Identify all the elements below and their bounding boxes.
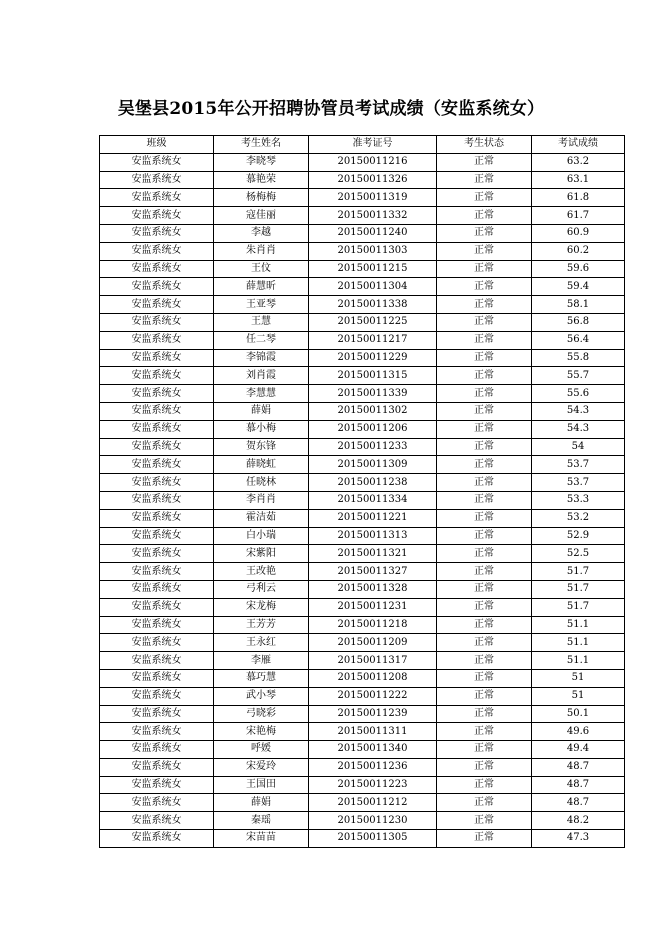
cell-ticket-number: 20150011215 <box>309 260 437 278</box>
cell-score: 51.1 <box>532 652 625 670</box>
cell-name: 霍洁茹 <box>214 509 309 527</box>
table-row <box>100 207 625 225</box>
cell-status: 正常 <box>437 260 532 278</box>
cell-score: 53.7 <box>532 474 625 492</box>
cell-ticket-number: 20150011321 <box>309 545 437 563</box>
table-row <box>100 705 625 723</box>
cell-ticket-number: 20150011305 <box>309 830 437 848</box>
header-score: 考试成绩 <box>532 136 625 154</box>
cell-class: 安监系统女 <box>100 776 214 794</box>
cell-status: 正常 <box>437 242 532 260</box>
cell-status: 正常 <box>437 705 532 723</box>
table-row <box>100 420 625 438</box>
table-row <box>100 563 625 581</box>
cell-status: 正常 <box>437 616 532 634</box>
cell-score: 63.1 <box>532 171 625 189</box>
cell-ticket-number: 20150011208 <box>309 669 437 687</box>
table-row <box>100 153 625 171</box>
cell-ticket-number: 20150011311 <box>309 723 437 741</box>
cell-class: 安监系统女 <box>100 402 214 420</box>
cell-name: 王改艳 <box>214 563 309 581</box>
cell-status: 正常 <box>437 438 532 456</box>
cell-status: 正常 <box>437 776 532 794</box>
cell-class: 安监系统女 <box>100 830 214 848</box>
cell-name: 李晓琴 <box>214 153 309 171</box>
table-row <box>100 189 625 207</box>
cell-name: 李慧慧 <box>214 385 309 403</box>
cell-status: 正常 <box>437 634 532 652</box>
cell-status: 正常 <box>437 474 532 492</box>
cell-ticket-number: 20150011209 <box>309 634 437 652</box>
cell-score: 55.8 <box>532 349 625 367</box>
table-row <box>100 509 625 527</box>
cell-ticket-number: 20150011340 <box>309 741 437 759</box>
cell-score: 61.7 <box>532 207 625 225</box>
table-row <box>100 438 625 456</box>
cell-name: 李锦霞 <box>214 349 309 367</box>
table-row <box>100 171 625 189</box>
cell-score: 54.3 <box>532 402 625 420</box>
cell-status: 正常 <box>437 545 532 563</box>
table-row <box>100 741 625 759</box>
cell-class: 安监系统女 <box>100 652 214 670</box>
cell-name: 呼媛 <box>214 741 309 759</box>
cell-name: 秦瑶 <box>214 812 309 830</box>
cell-status: 正常 <box>437 758 532 776</box>
cell-name: 王永红 <box>214 634 309 652</box>
cell-status: 正常 <box>437 278 532 296</box>
cell-ticket-number: 20150011317 <box>309 652 437 670</box>
cell-class: 安监系统女 <box>100 527 214 545</box>
cell-name: 王亚琴 <box>214 296 309 314</box>
cell-ticket-number: 20150011222 <box>309 687 437 705</box>
cell-name: 白小瑞 <box>214 527 309 545</box>
cell-name: 任二琴 <box>214 331 309 349</box>
cell-score: 59.4 <box>532 278 625 296</box>
cell-class: 安监系统女 <box>100 687 214 705</box>
cell-status: 正常 <box>437 420 532 438</box>
cell-status: 正常 <box>437 349 532 367</box>
cell-class: 安监系统女 <box>100 385 214 403</box>
table-row <box>100 402 625 420</box>
cell-status: 正常 <box>437 812 532 830</box>
table-row <box>100 616 625 634</box>
cell-class: 安监系统女 <box>100 545 214 563</box>
cell-ticket-number: 20150011229 <box>309 349 437 367</box>
cell-ticket-number: 20150011328 <box>309 580 437 598</box>
cell-score: 47.3 <box>532 830 625 848</box>
cell-status: 正常 <box>437 296 532 314</box>
cell-ticket-number: 20150011315 <box>309 367 437 385</box>
cell-ticket-number: 20150011302 <box>309 402 437 420</box>
cell-name: 薛娟 <box>214 402 309 420</box>
cell-class: 安监系统女 <box>100 509 214 527</box>
cell-status: 正常 <box>437 509 532 527</box>
cell-name: 贺东锋 <box>214 438 309 456</box>
cell-class: 安监系统女 <box>100 580 214 598</box>
cell-status: 正常 <box>437 171 532 189</box>
cell-ticket-number: 20150011236 <box>309 758 437 776</box>
cell-ticket-number: 20150011327 <box>309 563 437 581</box>
cell-name: 王伩 <box>214 260 309 278</box>
cell-status: 正常 <box>437 794 532 812</box>
cell-class: 安监系统女 <box>100 563 214 581</box>
cell-status: 正常 <box>437 652 532 670</box>
cell-score: 51 <box>532 687 625 705</box>
cell-name: 薛晓虹 <box>214 456 309 474</box>
cell-ticket-number: 20150011212 <box>309 794 437 812</box>
cell-name: 李肖肖 <box>214 491 309 509</box>
cell-score: 60.9 <box>532 224 625 242</box>
cell-class: 安监系统女 <box>100 598 214 616</box>
cell-status: 正常 <box>437 331 532 349</box>
cell-class: 安监系统女 <box>100 278 214 296</box>
cell-ticket-number: 20150011238 <box>309 474 437 492</box>
cell-ticket-number: 20150011304 <box>309 278 437 296</box>
cell-status: 正常 <box>437 189 532 207</box>
table-row <box>100 598 625 616</box>
cell-name: 李雁 <box>214 652 309 670</box>
table-row <box>100 242 625 260</box>
cell-score: 51.7 <box>532 598 625 616</box>
cell-class: 安监系统女 <box>100 741 214 759</box>
cell-status: 正常 <box>437 687 532 705</box>
table-row <box>100 456 625 474</box>
cell-class: 安监系统女 <box>100 189 214 207</box>
cell-status: 正常 <box>437 669 532 687</box>
cell-status: 正常 <box>437 580 532 598</box>
cell-ticket-number: 20150011231 <box>309 598 437 616</box>
cell-name: 弓晓彩 <box>214 705 309 723</box>
table-row <box>100 687 625 705</box>
cell-score: 55.6 <box>532 385 625 403</box>
cell-score: 56.8 <box>532 313 625 331</box>
cell-ticket-number: 20150011240 <box>309 224 437 242</box>
cell-ticket-number: 20150011223 <box>309 776 437 794</box>
cell-status: 正常 <box>437 456 532 474</box>
cell-class: 安监系统女 <box>100 349 214 367</box>
cell-ticket-number: 20150011313 <box>309 527 437 545</box>
cell-name: 寇佳丽 <box>214 207 309 225</box>
table-row <box>100 349 625 367</box>
cell-ticket-number: 20150011339 <box>309 385 437 403</box>
cell-score: 49.6 <box>532 723 625 741</box>
cell-score: 56.4 <box>532 331 625 349</box>
cell-score: 48.2 <box>532 812 625 830</box>
cell-class: 安监系统女 <box>100 616 214 634</box>
table-row <box>100 491 625 509</box>
cell-score: 58.1 <box>532 296 625 314</box>
cell-name: 王芳芳 <box>214 616 309 634</box>
cell-name: 慕艳荣 <box>214 171 309 189</box>
cell-name: 薛慧昕 <box>214 278 309 296</box>
cell-name: 宋艳梅 <box>214 723 309 741</box>
cell-class: 安监系统女 <box>100 812 214 830</box>
cell-name: 朱肖肖 <box>214 242 309 260</box>
cell-status: 正常 <box>437 723 532 741</box>
cell-class: 安监系统女 <box>100 723 214 741</box>
cell-class: 安监系统女 <box>100 634 214 652</box>
cell-score: 48.7 <box>532 758 625 776</box>
cell-class: 安监系统女 <box>100 313 214 331</box>
cell-score: 60.2 <box>532 242 625 260</box>
table-row <box>100 794 625 812</box>
header-ticket-number: 准考证号 <box>309 136 437 154</box>
cell-status: 正常 <box>437 313 532 331</box>
cell-score: 59.6 <box>532 260 625 278</box>
cell-ticket-number: 20150011230 <box>309 812 437 830</box>
cell-status: 正常 <box>437 527 532 545</box>
cell-name: 宋爱玲 <box>214 758 309 776</box>
cell-score: 52.9 <box>532 527 625 545</box>
header-status: 考生状态 <box>437 136 532 154</box>
cell-ticket-number: 20150011334 <box>309 491 437 509</box>
cell-status: 正常 <box>437 741 532 759</box>
cell-ticket-number: 20150011218 <box>309 616 437 634</box>
cell-class: 安监系统女 <box>100 438 214 456</box>
cell-class: 安监系统女 <box>100 669 214 687</box>
cell-ticket-number: 20150011225 <box>309 313 437 331</box>
cell-class: 安监系统女 <box>100 296 214 314</box>
cell-name: 王慧 <box>214 313 309 331</box>
cell-class: 安监系统女 <box>100 758 214 776</box>
cell-score: 61.8 <box>532 189 625 207</box>
cell-status: 正常 <box>437 830 532 848</box>
table-row <box>100 580 625 598</box>
cell-score: 54.3 <box>532 420 625 438</box>
cell-ticket-number: 20150011239 <box>309 705 437 723</box>
table-row <box>100 812 625 830</box>
cell-score: 54 <box>532 438 625 456</box>
cell-score: 48.7 <box>532 794 625 812</box>
cell-name: 武小琴 <box>214 687 309 705</box>
cell-name: 薛娟 <box>214 794 309 812</box>
cell-score: 51.1 <box>532 634 625 652</box>
cell-class: 安监系统女 <box>100 224 214 242</box>
cell-ticket-number: 20150011206 <box>309 420 437 438</box>
table-row <box>100 331 625 349</box>
header-name: 考生姓名 <box>214 136 309 154</box>
cell-ticket-number: 20150011326 <box>309 171 437 189</box>
cell-score: 63.2 <box>532 153 625 171</box>
cell-name: 王国田 <box>214 776 309 794</box>
cell-name: 宋苗苗 <box>214 830 309 848</box>
table-row <box>100 313 625 331</box>
cell-score: 53.2 <box>532 509 625 527</box>
table-row <box>100 527 625 545</box>
cell-name: 杨梅梅 <box>214 189 309 207</box>
table-body <box>100 153 625 847</box>
cell-class: 安监系统女 <box>100 456 214 474</box>
table-row <box>100 652 625 670</box>
cell-class: 安监系统女 <box>100 153 214 171</box>
cell-class: 安监系统女 <box>100 367 214 385</box>
cell-class: 安监系统女 <box>100 171 214 189</box>
cell-class: 安监系统女 <box>100 260 214 278</box>
table-row <box>100 545 625 563</box>
cell-ticket-number: 20150011303 <box>309 242 437 260</box>
table-row <box>100 474 625 492</box>
cell-class: 安监系统女 <box>100 491 214 509</box>
cell-name: 李越 <box>214 224 309 242</box>
cell-name: 慕巧慧 <box>214 669 309 687</box>
cell-ticket-number: 20150011309 <box>309 456 437 474</box>
cell-ticket-number: 20150011221 <box>309 509 437 527</box>
cell-score: 53.7 <box>532 456 625 474</box>
cell-score: 48.7 <box>532 776 625 794</box>
cell-ticket-number: 20150011216 <box>309 153 437 171</box>
cell-status: 正常 <box>437 598 532 616</box>
table-row <box>100 634 625 652</box>
table-row <box>100 296 625 314</box>
cell-score: 51.7 <box>532 563 625 581</box>
cell-ticket-number: 20150011233 <box>309 438 437 456</box>
table-row <box>100 385 625 403</box>
header-class: 班级 <box>100 136 214 154</box>
cell-status: 正常 <box>437 367 532 385</box>
cell-class: 安监系统女 <box>100 207 214 225</box>
table-row <box>100 723 625 741</box>
score-table <box>99 135 625 848</box>
table-row <box>100 758 625 776</box>
cell-status: 正常 <box>437 207 532 225</box>
cell-ticket-number: 20150011338 <box>309 296 437 314</box>
table-row <box>100 224 625 242</box>
cell-status: 正常 <box>437 491 532 509</box>
table-row <box>100 260 625 278</box>
cell-score: 50.1 <box>532 705 625 723</box>
cell-score: 51.1 <box>532 616 625 634</box>
cell-name: 任晓林 <box>214 474 309 492</box>
cell-class: 安监系统女 <box>100 420 214 438</box>
cell-class: 安监系统女 <box>100 242 214 260</box>
table-row <box>100 367 625 385</box>
cell-name: 宋紫阳 <box>214 545 309 563</box>
cell-name: 刘肖霞 <box>214 367 309 385</box>
cell-name: 宋龙梅 <box>214 598 309 616</box>
cell-class: 安监系统女 <box>100 705 214 723</box>
cell-name: 慕小梅 <box>214 420 309 438</box>
cell-name: 弓利云 <box>214 580 309 598</box>
table-row <box>100 669 625 687</box>
cell-ticket-number: 20150011319 <box>309 189 437 207</box>
table-header-row <box>100 136 625 154</box>
cell-class: 安监系统女 <box>100 794 214 812</box>
cell-score: 55.7 <box>532 367 625 385</box>
cell-score: 51.7 <box>532 580 625 598</box>
cell-score: 52.5 <box>532 545 625 563</box>
cell-status: 正常 <box>437 563 532 581</box>
cell-score: 51 <box>532 669 625 687</box>
table-row <box>100 278 625 296</box>
cell-score: 49.4 <box>532 741 625 759</box>
cell-status: 正常 <box>437 153 532 171</box>
cell-class: 安监系统女 <box>100 331 214 349</box>
cell-status: 正常 <box>437 402 532 420</box>
cell-status: 正常 <box>437 224 532 242</box>
cell-ticket-number: 20150011332 <box>309 207 437 225</box>
table-row <box>100 830 625 848</box>
cell-ticket-number: 20150011217 <box>309 331 437 349</box>
cell-class: 安监系统女 <box>100 474 214 492</box>
page-title: 吴堡县2015年公开招聘协管员考试成绩（安监系统女） <box>117 99 545 119</box>
cell-status: 正常 <box>437 385 532 403</box>
table-row <box>100 776 625 794</box>
cell-score: 53.3 <box>532 491 625 509</box>
